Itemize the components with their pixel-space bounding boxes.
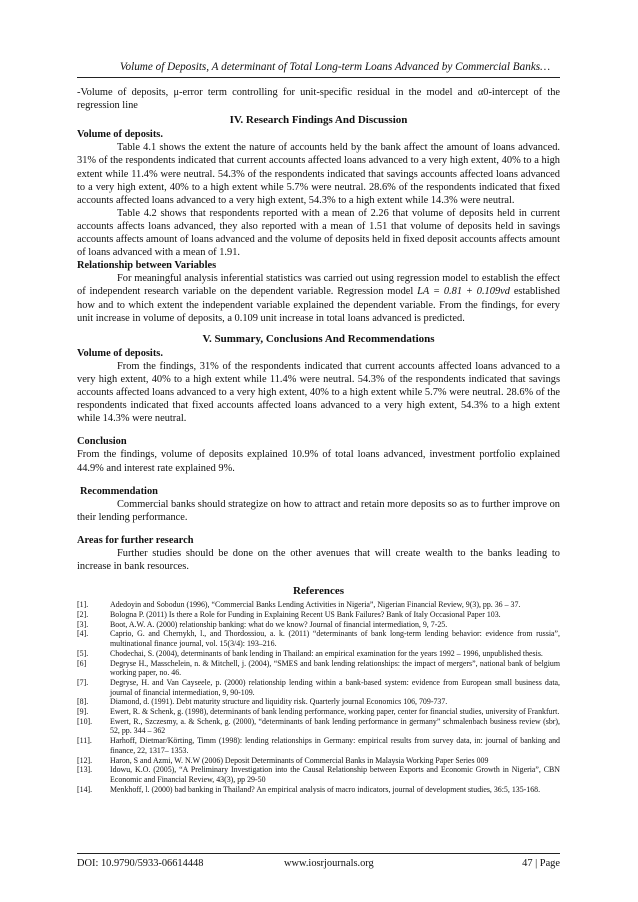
footer-journal-url: www.iosrjournals.org — [284, 858, 374, 869]
reference-number: [3]. — [77, 619, 89, 629]
reference-number: [7]. — [77, 677, 89, 687]
subheading-recommendation: Recommendation — [80, 485, 158, 497]
paragraph-further-research: Further studies should be done on the other avenues that will create wealth to the banks leading to increase in bank resources. — [77, 548, 560, 573]
reference-number: [8]. — [77, 697, 89, 707]
reference-text: Harhoff, Dietmar/Körting, Timm (1998): lending relationships in Germany: empirical results from survey data, in: journal of banking and finance, 22, 1317– 1353. — [110, 736, 560, 755]
subheading-further-research: Areas for further research — [77, 534, 194, 546]
reference-item — [77, 717, 560, 736]
reference-text: Boot, A.W. A. (2000) relationship banking: what do we know? Journal of financial intermediation, 9, 7-25. — [110, 619, 448, 629]
reference-number: [14]. — [77, 784, 93, 794]
reference-item — [77, 697, 560, 707]
reference-item — [77, 649, 560, 659]
header-rule — [77, 77, 560, 78]
reference-number: [13]. — [77, 765, 93, 775]
reference-number: [10]. — [77, 716, 93, 726]
reference-text: Adedoyin and Sobodun (1996), “Commercial Banks Lending Activities in Nigeria”, Nigerian Financial Review, 9(3), pp. 36 – 37. — [110, 600, 521, 610]
reference-number: [1]. — [77, 600, 89, 610]
reference-number: [5]. — [77, 648, 89, 658]
paragraph-regression — [77, 272, 560, 324]
reference-text: Degryse, H. and Van Cayseele, p. (2000) relationship lending within a bank-based system: evidence from European small business data, journal of financial intermediation, 9, 90-109. — [110, 677, 560, 697]
reference-number: [11]. — [77, 736, 92, 746]
reference-item — [77, 659, 560, 678]
reference-item — [77, 610, 560, 620]
subheading-volume-of-deposits: Volume of deposits. — [77, 129, 163, 141]
regression-equation: LA = 0.81 + 0.109vd — [417, 286, 510, 298]
subheading-conclusion: Conclusion — [77, 436, 127, 448]
regression-text-b: established how and to which extent the independent variable explained the dependent variable. From the findings, for every unit increase in volume of deposits, a 0.109 unit increase in total loans advanced is predicted. — [77, 286, 560, 324]
article-body — [77, 86, 560, 794]
reference-number: [2]. — [77, 609, 89, 619]
footer-doi: DOI: 10.9790/5933-06614448 — [77, 858, 204, 869]
reference-item — [77, 620, 560, 630]
reference-text: Ewert, R., Szczesmy, a. & Schenk, g. (2000), “determinants of bank lending performance in germany” schmalenbach business review (sbr), 52, pp. 344 – 362 — [110, 716, 560, 736]
reference-text: Chodechai, S. (2004), determinants of bank lending in Thailand: an empirical examination for the years 1992 – 1996, unpublished thesis. — [110, 648, 543, 658]
footer-page-number: 47 | Page — [522, 858, 560, 869]
reference-number: [4]. — [77, 629, 89, 639]
regression-text-a: For meaningful analysis inferential statistics was carried out using regression model to establish the effect of independent research variable on the dependent variable. Regression model — [77, 273, 560, 298]
reference-number: [9]. — [77, 707, 89, 717]
reference-text: Degryse H., Masschelein, n. & Mitchell, j. (2004), “SMES and bank lending relationships: the impact of mergers”, national bank of belgium working paper, no. 46. — [110, 658, 560, 678]
section-heading-summary: V. Summary, Conclusions And Recommendations — [202, 332, 435, 345]
reference-text: Bologna P. (2011) Is there a Role for Funding in Explaining Recent US Bank Failures? Bank of Italy Occasional Paper 103. — [110, 609, 501, 619]
paragraph-conclusion: From the findings, volume of deposits explained 10.9% of total loans advanced, investment portfolio explained 44.9% and interest rate explained 9%. — [77, 449, 560, 474]
paragraph-summary-findings: From the findings, 31% of the respondents indicated that current accounts affected loans advanced to a very high extent, 40% to a high extent while 11.4% were neutral. 54.3% of the respondents indicated that savings accounts affected loans advanced to a very high extent, 40% to a high extent while 5.7% were neutral. 28.6% of the respondents indicated that fixed accounts affected loans advanced to a very high extent, 54.3% to a high extent while 14.3% were neutral. — [77, 360, 560, 425]
reference-text: Ewert, R. & Schenk, g. (1998), determinants of bank lending performance, working paper, center for financial studies, university of Frankfurt. — [110, 707, 560, 717]
reference-item — [77, 756, 560, 766]
reference-item — [77, 629, 560, 648]
intro-line: -Volume of deposits, μ-error term controlling for unit-specific residual in the model and α0-intercept of the regression line — [77, 87, 560, 112]
reference-item — [77, 678, 560, 697]
reference-number: [6] — [77, 658, 87, 668]
subheading-volume-of-deposits-summary: Volume of deposits. — [77, 347, 163, 359]
reference-text: Haron, S and Azmi, W. N.W (2006) Deposit Determinants of Commercial Banks in Malaysia Working Paper Series 009 — [110, 755, 489, 765]
running-title: Volume of Deposits, A determinant of Total Long-term Loans Advanced by Commercial Banks… — [119, 61, 551, 73]
reference-item — [77, 765, 560, 784]
footer-rule — [77, 853, 560, 854]
reference-number: [12]. — [77, 755, 93, 765]
reference-text: Caprio, G. and Chernykh, l., and Thordossiou, a. k. (2011) “determinants of bank long-term lending behavior: evidence from russia”, multinational finance journal, vol. 15(3/4): 193–216. — [110, 629, 560, 649]
reference-text: Diamond, d. (1991). Debt maturity structure and liquidity risk. Quarterly journal Economics 106, 709-737. — [110, 697, 448, 707]
reference-text: Idowu, K.O. (2005), “A Preliminary Investigation into the Causal Relationship between Exports and Economic Growth in Nigeria”, CBN Economic and Financial Review, 43(3), pp 29-50 — [110, 765, 560, 784]
reference-text: Menkhoff, l. (2000) bad banking in Thailand? An empirical analysis of macro indicators, journal of development studies, 36:5, 135-168. — [110, 784, 541, 794]
paragraph-table-4-2: Table 4.2 shows that respondents reported with a mean of 2.26 that volume of deposits held in current accounts affects loans advanced, they also reported with a mean of 1.51 that volume of deposits held in savings accounts affects amount of loans advanced and the volume of deposits held in fixed deposit accounts affects amount of loans advanced with a mean of 1.91. — [77, 207, 560, 259]
subheading-relationship: Relationship between Variables — [77, 260, 217, 272]
paragraph-recommendation: Commercial banks should strategize on how to attract and retain more deposits so as to further improve on their lending performance. — [77, 498, 560, 523]
references-list — [77, 600, 560, 794]
reference-item — [77, 600, 560, 610]
paragraph-table-4-1: Table 4.1 shows the extent the nature of accounts held by the bank affect the amount of loans advanced. 31% of the respondents indicated that current accounts affected loans advanced to a very high extent, 40% to a high extent while 11.4% were neutral. 54.3% of the respondents indicated that savings accounts affected loans advanced to a very high extent, 40% to a high extent while 5.7% were neutral. 28.6% of the respondents indicated that fixed accounts affected loans advanced to a very high extent, 54.3% to a high extent while 14.3% were neutral. — [77, 142, 560, 206]
section-heading-findings: IV. Research Findings And Discussion — [229, 114, 408, 127]
reference-item — [77, 785, 560, 795]
reference-item — [77, 707, 560, 717]
reference-item — [77, 736, 560, 755]
references-title: References — [292, 585, 345, 598]
